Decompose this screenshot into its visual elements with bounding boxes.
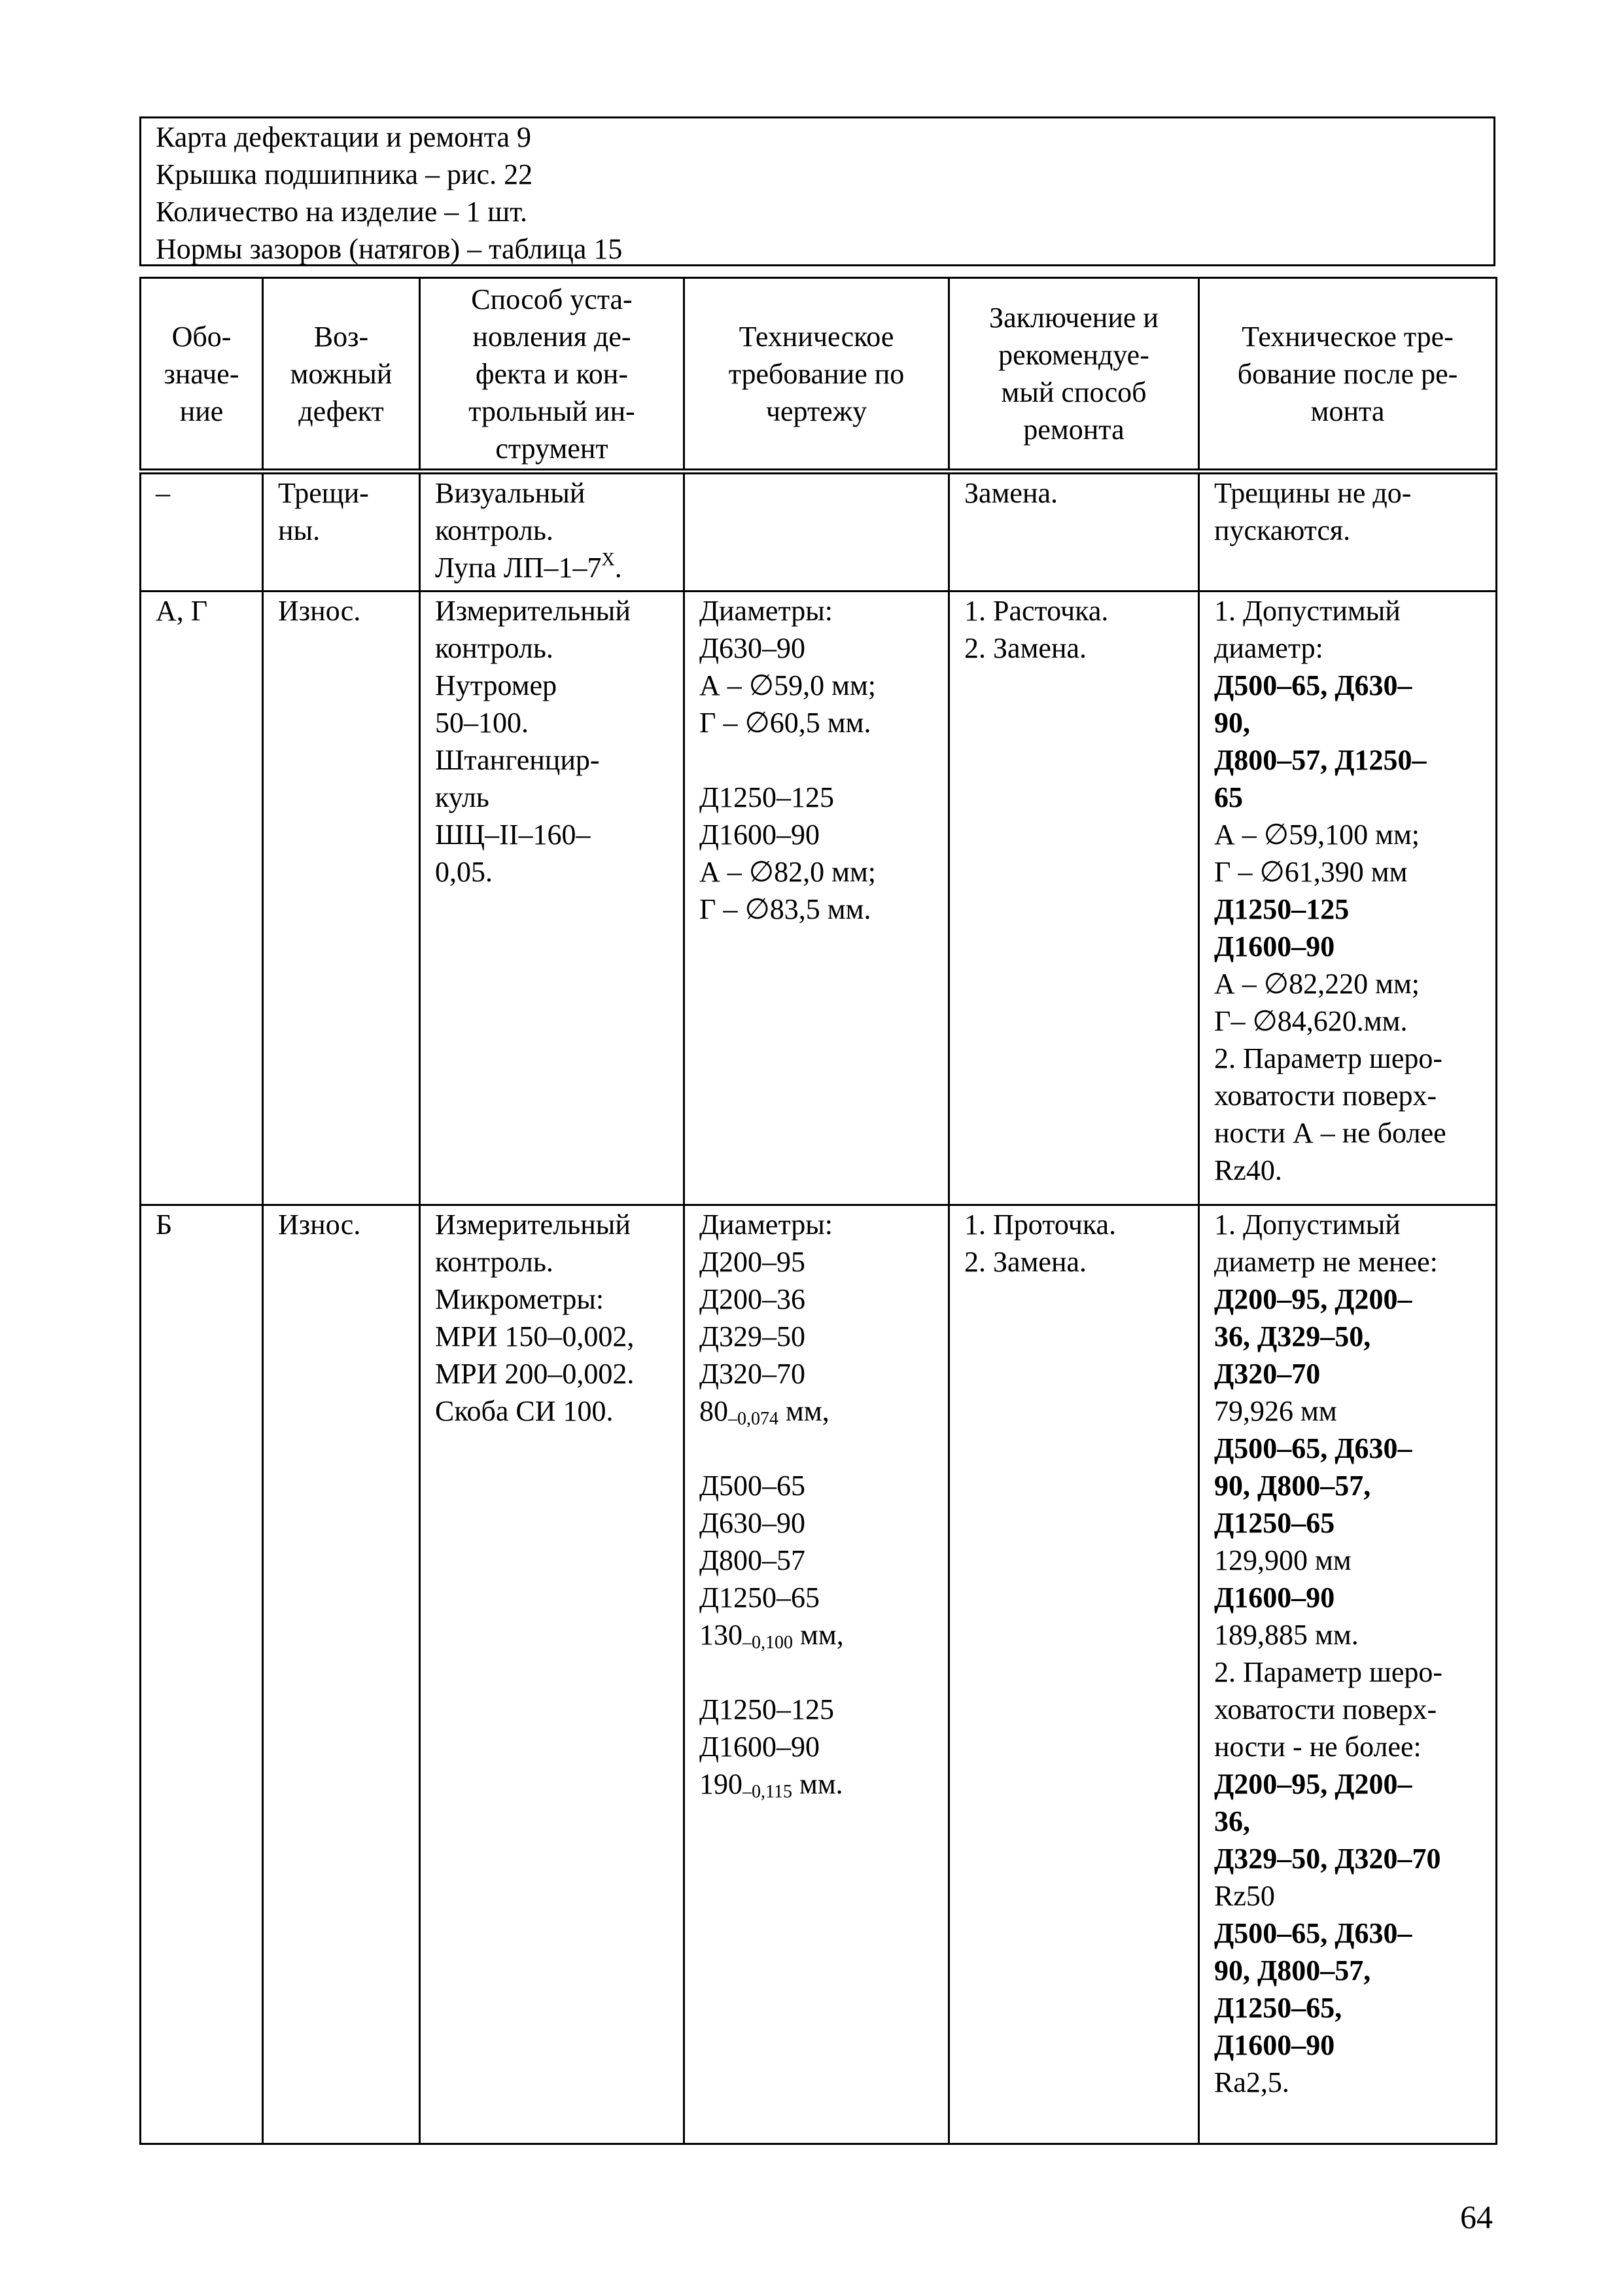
cell-after-repair: Трещины не до- пускаются.	[1199, 472, 1497, 592]
table-row	[141, 472, 1497, 592]
page-number: 64	[1460, 2199, 1493, 2235]
col-header-after-repair: Техническое тре- бование после ре- монта	[1199, 278, 1497, 472]
col-header-designation: Обо- значе- ние	[141, 278, 263, 472]
cell-designation: –	[141, 472, 263, 592]
col-header-conclusion: Заключение и рекомендуе- мый способ ремонта	[949, 278, 1199, 472]
cell-conclusion: Замена.	[949, 472, 1199, 592]
col-header-method: Способ уста- новления де- фекта и кон- трольный ин- струмент	[420, 278, 684, 472]
cell-drawing-requirement	[684, 472, 949, 592]
table-row	[141, 1205, 1497, 2144]
cell-designation: А, Г	[141, 592, 263, 1205]
cell-conclusion: 1. Расточка. 2. Замена.	[949, 592, 1199, 1205]
cell-conclusion: 1. Проточка. 2. Замена.	[949, 1205, 1199, 2144]
table-header-row	[141, 278, 1497, 472]
cell-method: Измерительный контроль. Нутромер 50–100. Штангенцир- куль ШЦ–II–160– 0,05.	[420, 592, 684, 1205]
table-row	[141, 592, 1497, 1205]
quantity-line: Количество на изделие – 1 шт.	[156, 196, 528, 228]
cell-defect: Износ.	[263, 1205, 420, 2144]
cell-method: Визуальный контроль. Лупа $ЛП-1-7^X$.	[420, 472, 684, 592]
cell-method: Измерительный контроль. Микрометры: МРИ 150–0,002, МРИ 200–0,002. Скоба СИ 100.	[420, 1205, 684, 2144]
part-name: Крышка подшипника – рис. 22	[156, 158, 533, 190]
card-header	[139, 116, 1495, 266]
defect-repair-table	[139, 277, 1497, 2145]
cell-drawing-requirement: Диаметры: Д630–90 А – ∅59,0 мм; Г – ∅60,5 мм. Д1250–125 Д1600–90 А – ∅82,0 мм; Г – ∅83,5 мм.	[684, 592, 949, 1205]
col-header-defect: Воз- можный дефект	[263, 278, 420, 472]
cell-designation: Б	[141, 1205, 263, 2144]
cell-after-repair: 1. Допустимый диаметр не менее: Д200–95, Д200– 36, Д329–50, Д320–70 79,926 мм Д500–65, Д630– 90, Д800–57, Д1250–65 129,900 мм Д1600–90 189,885 мм. 2. Параметр шеро- ховатости поверх- ности - не более: Д200–95, Д200– 36, Д329–50, Д320–70 Rz50 Д500–65, Д630– 90, Д800–57, Д1250–65, Д1600–90 Ra2,5.	[1199, 1205, 1497, 2144]
col-header-drawing-requirement: Техническое требование по чертежу	[684, 278, 949, 472]
cell-defect: Износ.	[263, 592, 420, 1205]
cell-defect: Трещи- ны.	[263, 472, 420, 592]
cell-drawing-requirement: Диаметры: Д200–95 Д200–36 Д329–50 Д320–70 $80_{-0,074}$ мм, Д500–65 Д630–90 Д800–57 Д1250–65 $130_{-0,100}$ мм, Д1250–125 Д1600–90 $190_{-0,115}$ мм.	[684, 1205, 949, 2144]
norms-line: Нормы зазоров (натягов) – таблица 15	[156, 233, 623, 265]
card-title: Карта дефектации и ремонта 9	[156, 121, 531, 153]
cell-after-repair: 1. Допустимый диаметр: Д500–65, Д630– 90, Д800–57, Д1250– 65 А – ∅59,100 мм; Г – ∅61,390 мм Д1250–125 Д1600–90 А – ∅82,220 мм; Г– ∅84,620.мм. 2. Параметр шеро- ховатости поверх- ности А – не более Rz40.	[1199, 592, 1497, 1205]
